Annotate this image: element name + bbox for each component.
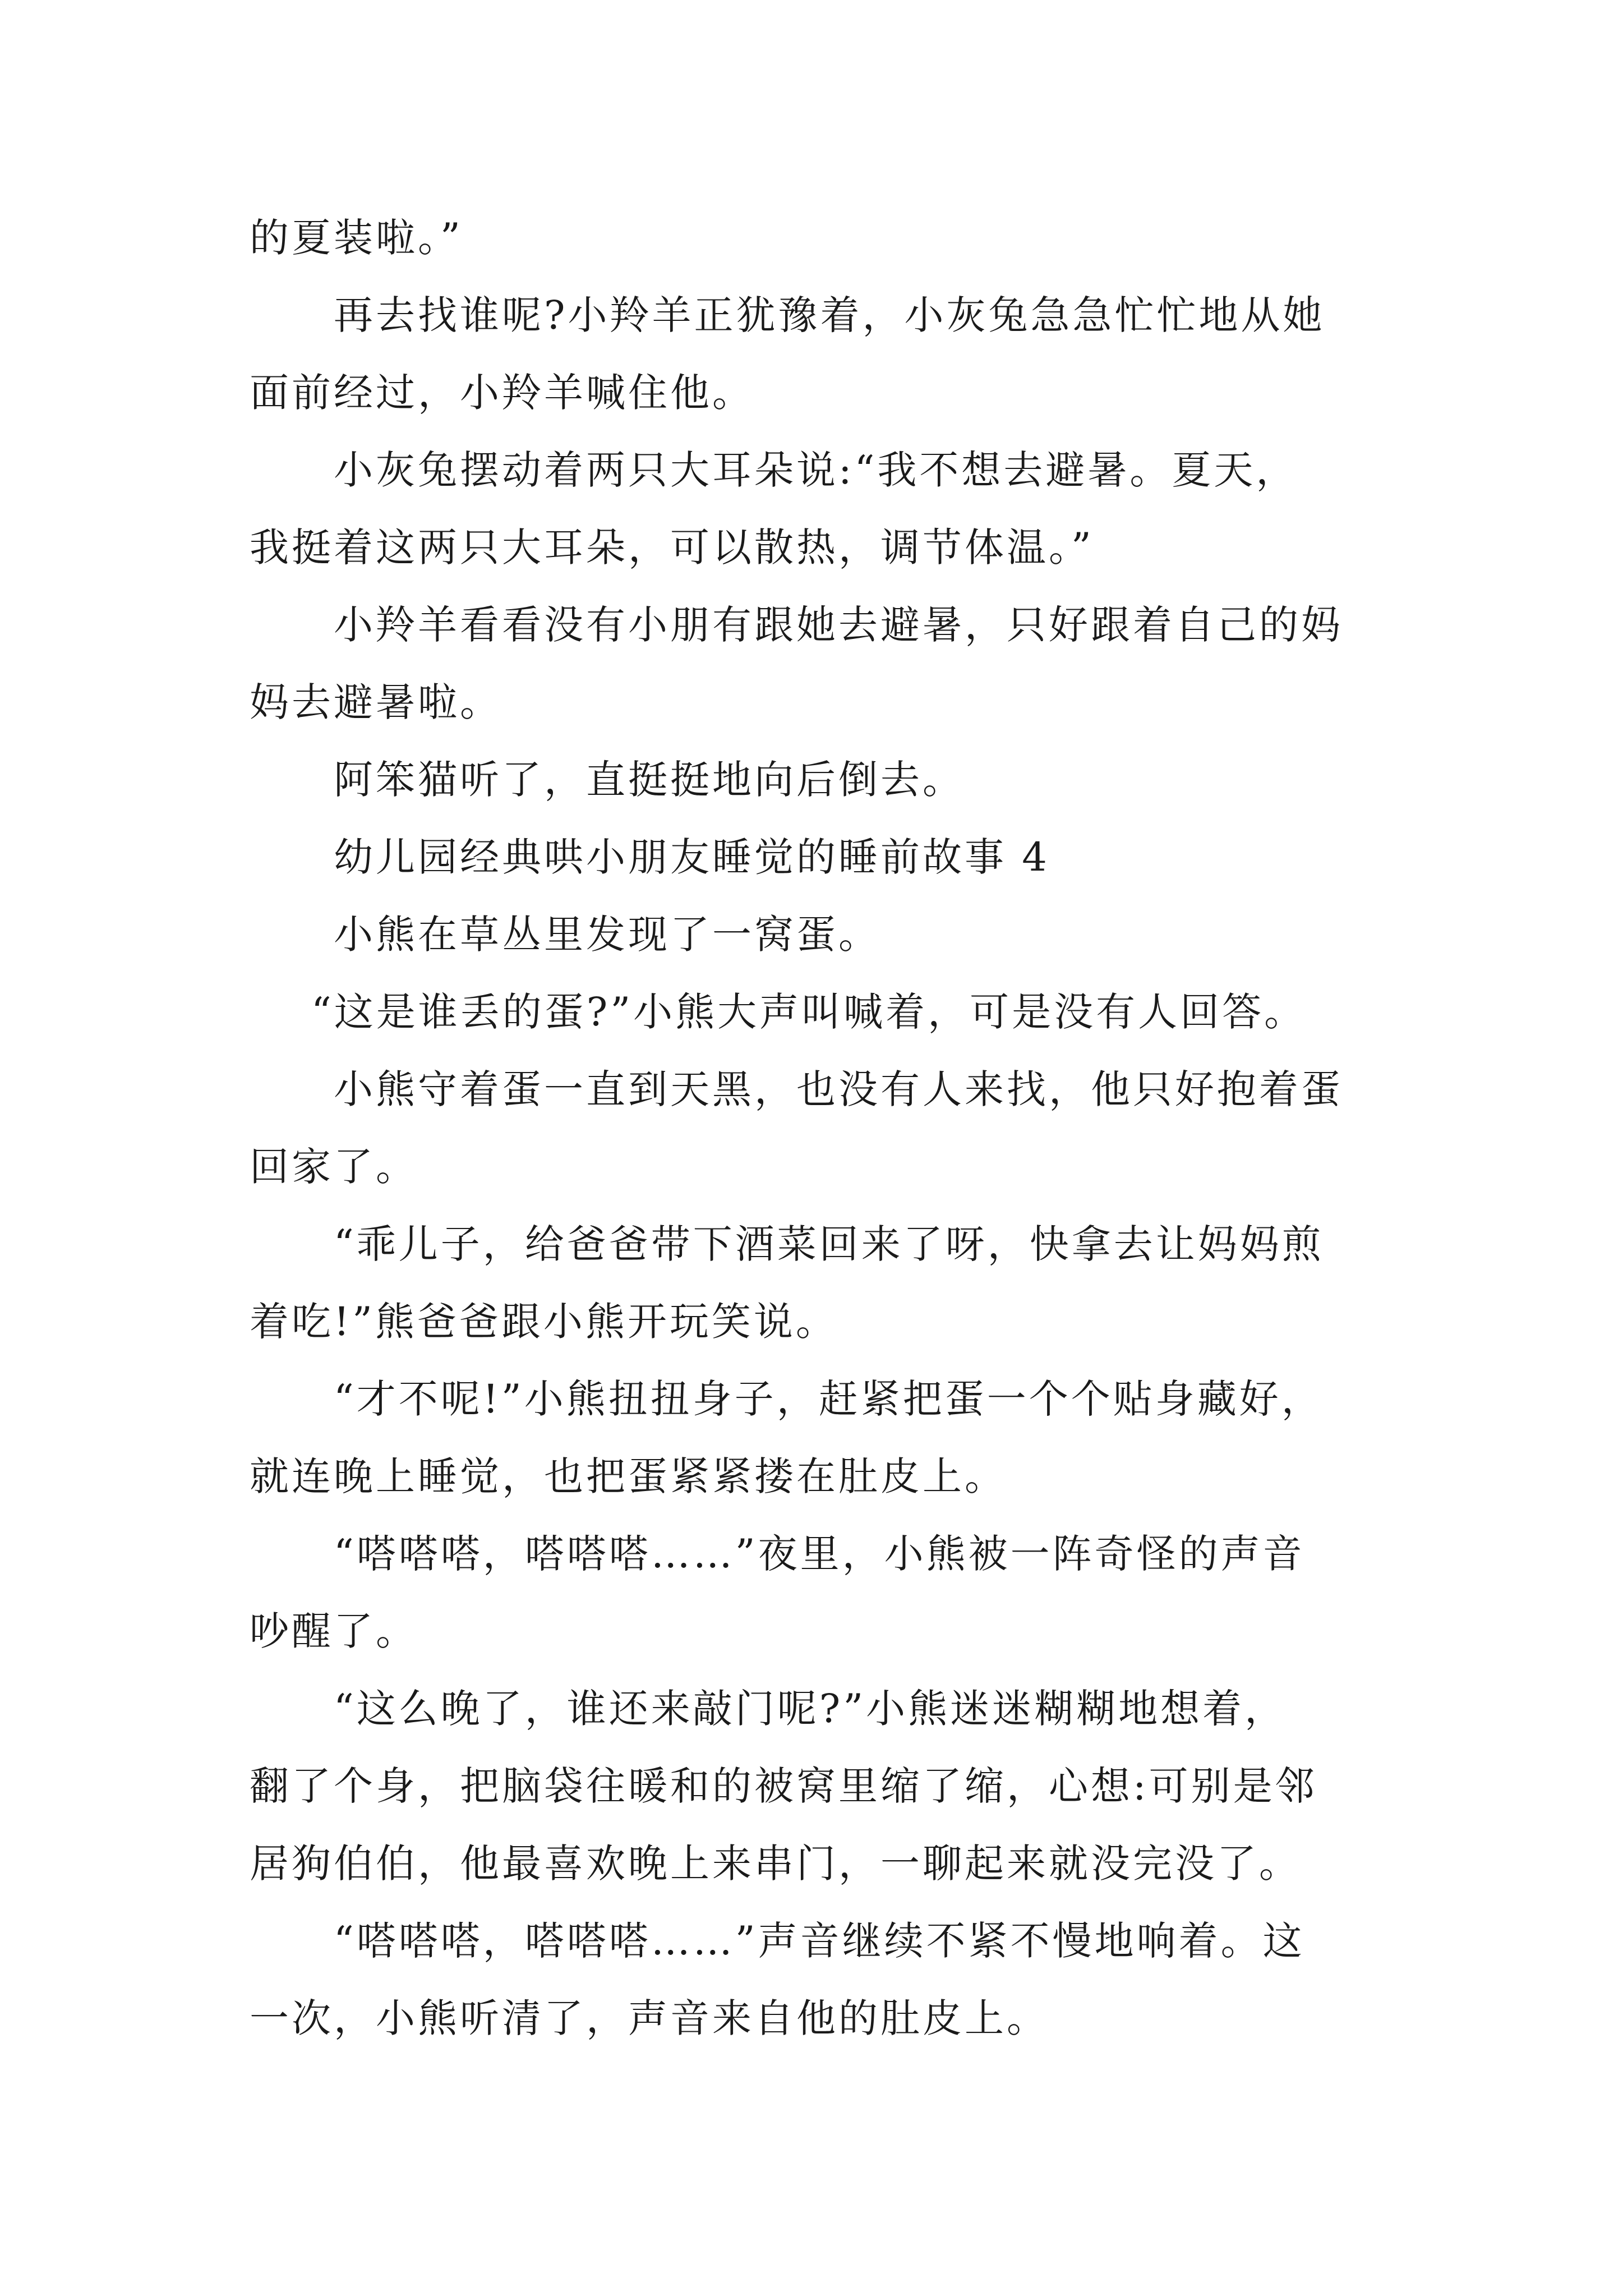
section-heading: 幼儿园经典哄小朋友睡觉的睡前故事 4 (334, 834, 1050, 880)
paragraph-start-line: “乖儿子，给爸爸带下酒菜回来了呀，快拿去让妈妈煎 (334, 1221, 1324, 1267)
text-line: 居狗伯伯，他最喜欢晚上来串门，一聊起来就没完没了。 (250, 1841, 1301, 1887)
text-line: 妈去避暑啦。 (250, 679, 502, 725)
text-line: 就连晚上睡觉，也把蛋紧紧搂在肚皮上。 (250, 1453, 1007, 1499)
paragraph-start-line: 小羚羊看看没有小朋有跟她去避暑，只好跟着自己的妈 (334, 602, 1343, 648)
text-line: 回家了。 (250, 1144, 418, 1190)
text-line: 我挺着这两只大耳朵，可以散热，调节体温。” (250, 524, 1094, 570)
text-line: 一次，小熊听清了，声音来自他的肚皮上。 (250, 1995, 1049, 2041)
text-line: 面前经过，小羚羊喊住他。 (250, 370, 754, 416)
text-line: 的夏装啦。” (250, 215, 463, 261)
paragraph-start-line: “才不呢!”小熊扭扭身子，赶紧把蛋一个个贴身藏好， (334, 1376, 1324, 1422)
paragraph-start-line: “嗒嗒嗒，嗒嗒嗒……”声音继续不紧不慢地响着。这 (334, 1918, 1305, 1964)
text-line: 翻了个身，把脑袋往暖和的被窝里缩了缩，心想:可别是邻 (250, 1763, 1317, 1809)
paragraph-start-line: 小熊在草丛里发现了一窝蛋。 (334, 912, 880, 958)
story-text (250, 199, 1394, 2057)
text-line: 吵醒了。 (250, 1608, 418, 1654)
paragraph-start-line: 小灰兔摆动着两只大耳朵说:“我不想去避暑。夏天， (334, 447, 1298, 493)
paragraph-start-line: 再去找谁呢?小羚羊正犹豫着，小灰兔急急忙忙地从她 (334, 292, 1325, 338)
paragraph-start-line: “这是谁丢的蛋?”小熊大声叫喊着，可是没有人回答。 (311, 989, 1307, 1035)
paragraph-start-line: “嗒嗒嗒，嗒嗒嗒……”夜里，小熊被一阵奇怪的声音 (334, 1531, 1305, 1577)
paragraph-start-line: 阿笨猫听了，直挺挺地向后倒去。 (334, 757, 965, 803)
paragraph-start-line: “这么晚了，谁还来敲门呢?”小熊迷迷糊糊地想着， (334, 1686, 1287, 1732)
paragraph-start-line: 小熊守着蛋一直到天黑，也没有人来找，他只好抱着蛋 (334, 1066, 1343, 1112)
text-line: 着吃!”熊爸爸跟小熊开玩笑说。 (250, 1299, 838, 1345)
